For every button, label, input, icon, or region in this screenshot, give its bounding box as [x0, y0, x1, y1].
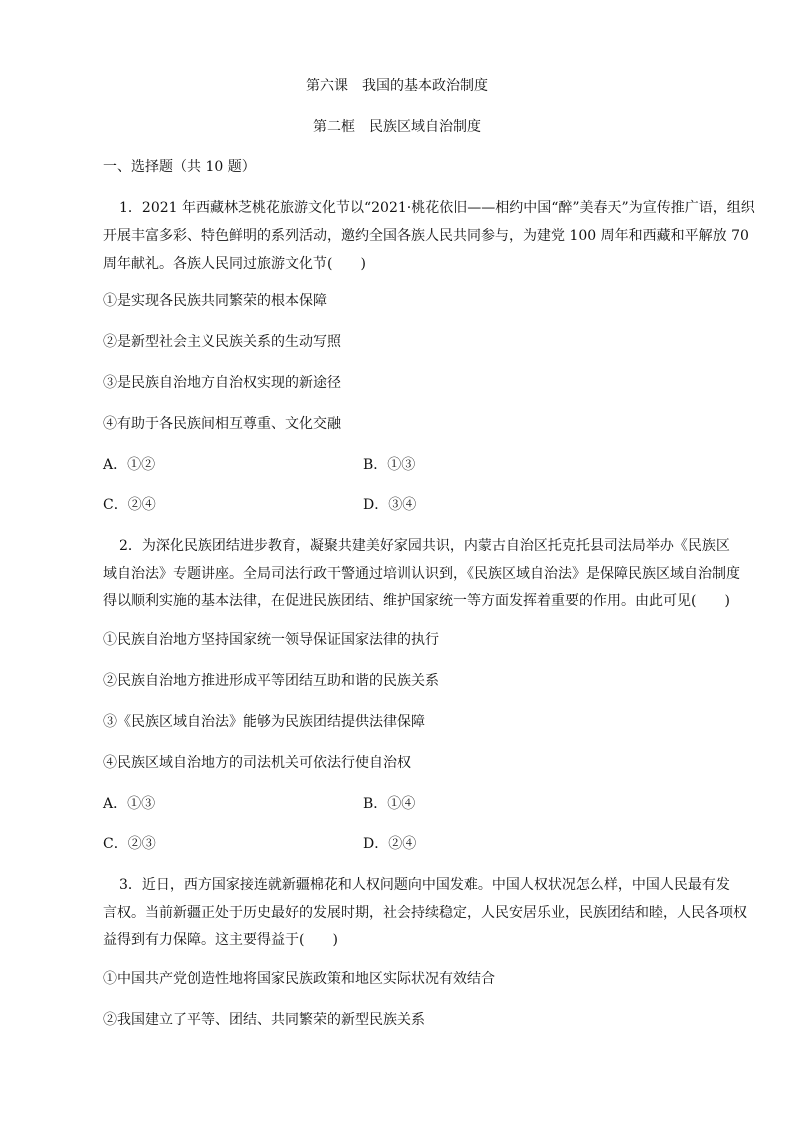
- section-heading: 一、选择题（共 10 题）: [103, 159, 256, 175]
- page-title: 第六课 我国的基本政治制度: [306, 78, 488, 94]
- question-1-line-1: 1．2021 年西藏林芝桃花旅游文化节以“2021·桃花依旧——相约中国“醉”美春天”为宣传推广语，组织: [119, 200, 755, 216]
- question-2-line-3: 得以顺利实施的基本法律，在促进民族团结、维护国家统一等方面发挥着重要的作用。由此可见( ): [103, 593, 730, 609]
- question-1-option-b[interactable]: B．①③: [363, 457, 416, 473]
- question-1-statement-1: ①是实现各民族共同繁荣的根本保障: [103, 293, 327, 309]
- question-1-line-3: 周年献礼。各族人民同过旅游文化节( ): [103, 256, 366, 272]
- question-2-statement-1: ①民族自治地方坚持国家统一领导保证国家法律的执行: [103, 632, 439, 648]
- question-2-statement-4: ④民族区域自治地方的司法机关可依法行使自治权: [103, 755, 411, 771]
- question-2-line-1: 2．为深化民族团结进步教育，凝聚共建美好家园共识，内蒙古自治区托克托县司法局举办《民族区: [119, 538, 730, 554]
- question-2-option-d[interactable]: D．②④: [363, 836, 417, 852]
- question-1-statement-3: ③是民族自治地方自治权实现的新途径: [103, 375, 341, 391]
- question-3-statement-1: ①中国共产党创造性地将国家民族政策和地区实际状况有效结合: [103, 971, 495, 987]
- question-1-statement-2: ②是新型社会主义民族关系的生动写照: [103, 334, 341, 350]
- question-1-line-2: 开展丰富多彩、特色鲜明的系列活动，邀约全国各族人民共同参与，为建党 100 周年和西藏和平解放 70: [103, 228, 749, 244]
- page-subtitle: 第二框 民族区域自治制度: [313, 119, 481, 135]
- question-2-statement-2: ②民族自治地方推进形成平等团结互助和谐的民族关系: [103, 673, 439, 689]
- question-2-option-a[interactable]: A．①③: [103, 796, 156, 812]
- question-1-statement-4: ④有助于各民族间相互尊重、文化交融: [103, 416, 341, 432]
- question-3-line-1: 3．近日，西方国家接连就新疆棉花和人权问题向中国发难。中国人权状况怎么样，中国人民最有发: [119, 877, 730, 893]
- question-2-option-c[interactable]: C．②③: [103, 836, 156, 852]
- question-1-option-a[interactable]: A．①②: [103, 457, 156, 473]
- question-3-statement-2: ②我国建立了平等、团结、共同繁荣的新型民族关系: [103, 1012, 425, 1028]
- question-1-option-c[interactable]: C．②④: [103, 497, 156, 513]
- question-1-option-d[interactable]: D．③④: [363, 497, 417, 513]
- question-2-line-2: 域自治法》专题讲座。全局司法行政干警通过培训认识到，《民族区域自治法》是保障民族区域自治制度: [103, 566, 740, 582]
- question-3-line-3: 益得到有力保障。这主要得益于( ): [103, 932, 338, 948]
- question-3-line-2: 言权。当前新疆正处于历史最好的发展时期，社会持续稳定，人民安居乐业，民族团结和睦，人民各项权: [103, 905, 747, 921]
- question-2-option-b[interactable]: B．①④: [363, 796, 416, 812]
- question-2-statement-3: ③《民族区域自治法》能够为民族团结提供法律保障: [103, 714, 425, 730]
